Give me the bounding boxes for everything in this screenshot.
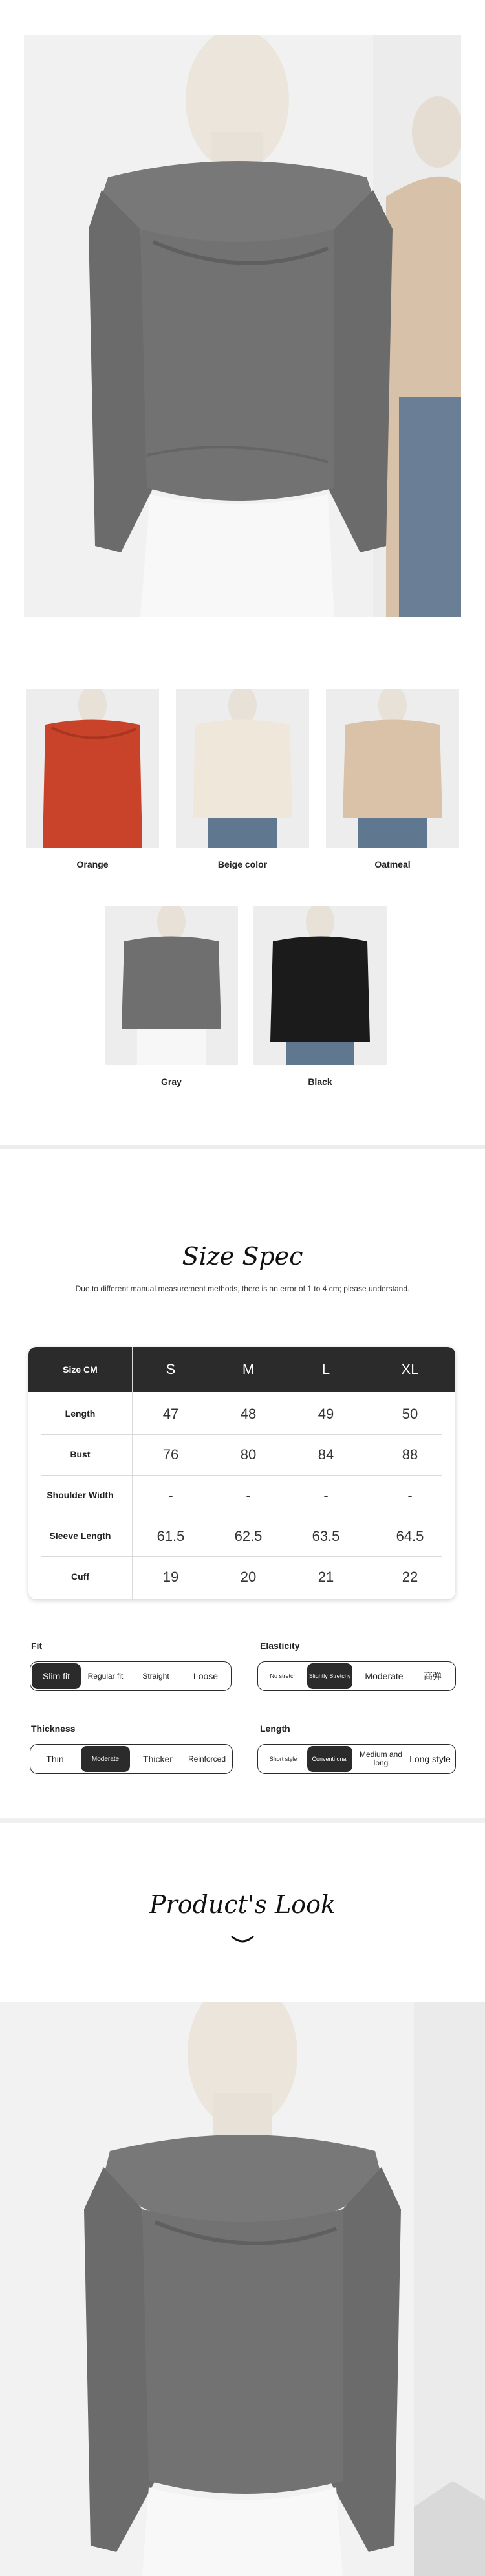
swatch-label-gray: Gray (161, 1076, 182, 1087)
cell-value: 64.5 (396, 1528, 424, 1544)
size-header-s: S (166, 1361, 176, 1377)
row-label: Shoulder Width (47, 1490, 114, 1500)
cell-value: 62.5 (234, 1528, 263, 1544)
cell-value: - (246, 1487, 251, 1503)
cell-value: 22 (402, 1569, 418, 1585)
product-look-photo (0, 2002, 485, 2576)
thickness-option-reinforced[interactable]: Reinforced (188, 1754, 226, 1763)
elasticity-selector (257, 1661, 456, 1691)
size-header-m: M (242, 1361, 255, 1377)
size-spec-title: Size Spec (182, 1242, 303, 1271)
size-header-label: Size CM (63, 1364, 98, 1375)
size-header-l: L (321, 1361, 330, 1377)
length-option-medium-long[interactable]: Medium and long (359, 1750, 403, 1767)
size-table (28, 1347, 455, 1599)
thickness-option-thicker[interactable]: Thicker (143, 1754, 173, 1764)
elasticity-option-slightly[interactable]: Slightly Stretchy (307, 1663, 352, 1689)
table-row (28, 1516, 455, 1556)
gray-top-mannequin-illustration (24, 35, 461, 617)
size-header-xl: XL (401, 1361, 419, 1377)
swatch-photo-black[interactable] (253, 906, 387, 1065)
cell-value: 48 (240, 1406, 257, 1422)
table-row (28, 1434, 455, 1475)
section-divider (0, 1818, 485, 1823)
smile-curve-icon (230, 1934, 255, 1947)
size-table-header (28, 1347, 455, 1392)
elasticity-option-high[interactable]: 高弹 (424, 1671, 442, 1681)
swatch-photo-orange[interactable] (26, 689, 159, 848)
section-divider (0, 1145, 485, 1149)
elasticity-option-moderate[interactable]: Moderate (365, 1671, 404, 1681)
thickness-option-moderate[interactable]: Moderate (81, 1746, 130, 1772)
row-label: Bust (70, 1449, 91, 1459)
cell-value: 76 (162, 1446, 179, 1463)
cell-value: 88 (402, 1446, 418, 1463)
cell-value: 21 (318, 1569, 334, 1585)
cell-value: - (407, 1487, 413, 1503)
length-option-conventional[interactable]: Conventi onal (307, 1746, 352, 1772)
fit-option-straight[interactable]: Straight (142, 1671, 169, 1681)
fit-title: Fit (31, 1641, 43, 1651)
gray-top-front-illustration (0, 2002, 485, 2576)
cell-value: 49 (318, 1406, 334, 1422)
cell-value: 20 (240, 1569, 257, 1585)
swatch-photo-gray[interactable] (105, 906, 238, 1065)
thickness-option-thin[interactable]: Thin (46, 1754, 64, 1764)
product-look-title: Product's Look (149, 1890, 336, 1919)
row-label: Cuff (71, 1571, 89, 1582)
fit-selector (30, 1661, 232, 1691)
swatch-label-orange: Orange (76, 859, 109, 869)
fit-option-loose[interactable]: Loose (193, 1671, 219, 1681)
elasticity-option-no-stretch[interactable]: No stretch (270, 1673, 297, 1679)
length-option-long[interactable]: Long style (409, 1754, 451, 1764)
fit-option-slim[interactable]: Slim fit (32, 1663, 81, 1689)
swatch-photo-oatmeal[interactable] (326, 689, 459, 848)
table-row (28, 1475, 455, 1516)
length-selector (257, 1744, 456, 1774)
cell-value: - (323, 1487, 329, 1503)
size-spec-note: Due to different manual measurement methods, there is an error of 1 to 4 cm; please understand. (75, 1284, 410, 1293)
cell-value: 50 (402, 1406, 418, 1422)
swatch-photo-beige[interactable] (176, 689, 309, 848)
cell-value: 80 (240, 1446, 257, 1463)
elasticity-title: Elasticity (260, 1641, 300, 1651)
swatch-label-oatmeal: Oatmeal (374, 859, 411, 869)
fit-option-regular[interactable]: Regular fit (87, 1671, 124, 1681)
cell-value: 84 (318, 1446, 334, 1463)
thickness-selector (30, 1744, 233, 1774)
cell-value: 47 (162, 1406, 179, 1422)
row-label: Sleeve Length (49, 1531, 111, 1541)
cell-value: 19 (162, 1569, 179, 1585)
table-row (28, 1393, 455, 1434)
table-row (28, 1556, 455, 1597)
cell-value: - (168, 1487, 173, 1503)
thickness-title: Thickness (31, 1723, 76, 1734)
length-title: Length (260, 1723, 290, 1734)
length-option-short[interactable]: Short style (269, 1756, 297, 1762)
cell-value: 63.5 (312, 1528, 340, 1544)
swatch-label-beige: Beige color (217, 859, 268, 869)
hero-product-photo (24, 35, 461, 617)
swatch-label-black: Black (308, 1076, 332, 1087)
row-label: Length (65, 1408, 96, 1419)
cell-value: 61.5 (156, 1528, 185, 1544)
